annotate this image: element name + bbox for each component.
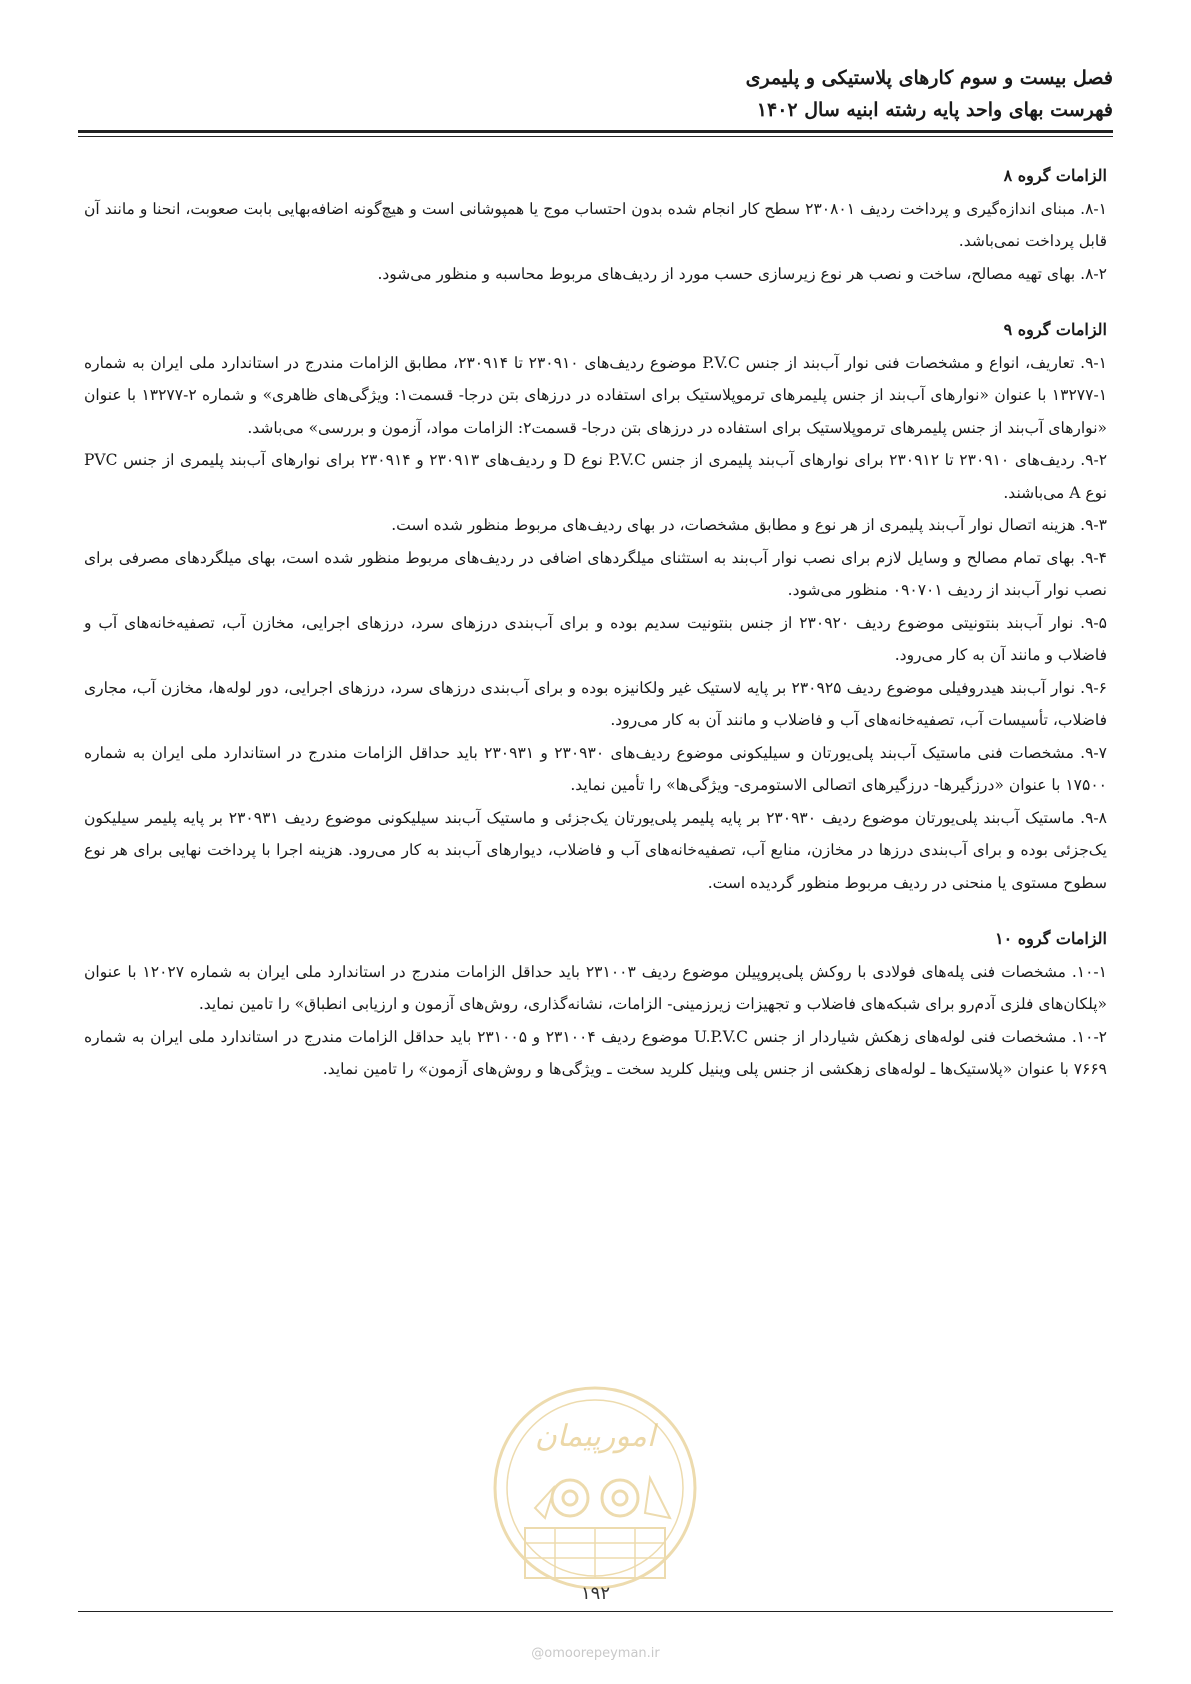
section-group-8 (84, 160, 1107, 290)
header-rule-thick (78, 130, 1113, 133)
seal-text: امورپیمان (534, 1419, 656, 1454)
clause-9-8: ۹-۸. ماستیک آب‌بند پلی‌یورتان موضوع ردیف ۲۳۰۹۳۰ بر پایه پلیمر پلی‌یورتان یک‌جزئی و ماستیک آب‌بند سیلیکونی موضوع ردیف ۲۳۰۹۳۱ بر پایه پلیمر سیلیکون یک‌جزئی بوده و برای آب‌بندی درزها در مخازن، منابع آب، تصفیه‌خانه‌های آب و فاضلاب، دیوارهای آب‌بند به کار می‌رود. هزینه اجرا با پرداخت نهایی برای هر نوع سطوح مستوی یا منحنی در ردیف مربوط منظور گردیده است. (84, 808, 1107, 892)
main-content (84, 160, 1107, 1110)
chapter-title: فصل بیست و سوم کارهای پلاستیکی و پلیمری (745, 67, 1113, 89)
section-title: الزامات گروه ۸ (1003, 166, 1107, 185)
seal-logo-icon (485, 1378, 705, 1608)
clause-9-3: ۹-۳. هزینه اتصال نوار آب‌بند پلیمری از هر نوع و مطابق مشخصات، در بهای ردیف‌های مربوط منظور شده است. (391, 516, 1107, 534)
clause-8-1: ۸-۱. مبنای اندازه‌گیری و پرداخت ردیف ۲۳۰۸۰۱ سطح کار انجام شده بدون احتساب موج یا همپوشانی است و هیچ‌گونه اضافه‌بهایی بابت صعوبت، انحنا و مانند آن قابل پرداخت نمی‌باشد. (84, 199, 1107, 250)
clause-9-1: ۹-۱. تعاریف، انواع و مشخصات فنی نوار آب‌بند از جنس P.V.C موضوع ردیف‌های ۲۳۰۹۱۰ تا ۲۳۰۹۱۴، مطابق الزامات مندرج در استاندارد ملی ایران به شماره ۱-۱۳۲۷۷ با عنوان «نوارهای آب‌بند از جنس پلیمرهای ترموپلاستیک برای استفاده در درزهای بتن درجا- قسمت۱: ویژگی‌های ظاهری» و شماره ۲-۱۳۲۷۷ با عنوان «نوارهای آب‌بند از جنس پلیمرهای ترموپلاستیک برای استفاده در درزهای بتن درجا- قسمت۲: الزامات مواد، آزمون و بررسی» می‌باشد. (84, 353, 1108, 437)
clause-9-4: ۹-۴. بهای تمام مصالح و وسایل لازم برای نصب نوار آب‌بند به استثنای میلگردهای اضافی در ردیف‌های مربوط منظور شده است، بهای میلگردهای مصرفی برای نصب نوار آب‌بند از ردیف ۰۹۰۷۰۱ منظور می‌شود. (84, 548, 1107, 599)
clause-10-1: ۱۰-۱. مشخصات فنی پله‌های فولادی با روکش پلی‌پروپیلن موضوع ردیف ۲۳۱۰۰۳ باید حداقل الزامات مندرج در استاندارد ملی ایران به شماره ۱۲۰۲۷ با عنوان «پلکان‌های فلزی آدم‌رو برای شبکه‌های فاضلاب و تجهیزات زیرزمینی- الزامات، نشانه‌گذاری، روش‌های آزمون و ارزیابی انطباق» را تامین نماید. (84, 962, 1107, 1013)
section-title: الزامات گروه ۹ (1003, 320, 1107, 339)
page-number: ۱۹۲ (580, 1583, 610, 1604)
list-title: فهرست بهای واحد پایه رشته ابنیه سال ۱۴۰۲ (756, 99, 1113, 121)
clause-9-6: ۹-۶. نوار آب‌بند هیدروفیلی موضوع ردیف ۲۳۰۹۲۵ بر پایه لاستیک غیر ولکانیزه بوده و برای آب‌بندی درزهای سرد، درزهای اجرایی، دور لوله‌ها، مخازن آب، مجاری فاضلاب، تأسیسات آب، تصفیه‌خانه‌های آب و فاضلاب و مانند آن به کار می‌رود. (84, 678, 1107, 729)
clause-10-2: ۱۰-۲. مشخصات فنی لوله‌های زهکش شیاردار از جنس U.P.V.C موضوع ردیف ۲۳۱۰۰۴ و ۲۳۱۰۰۵ باید حداقل الزامات مندرج در استاندارد ملی ایران به شماره ۷۶۶۹ با عنوان «پلاستیک‌ها ـ لوله‌های زهکشی از جنس پلی وینیل کلرید سخت ـ ویژگی‌ها و روش‌های آزمون» را تامین نماید. (84, 1027, 1108, 1078)
clause-9-2: ۹-۲. ردیف‌های ۲۳۰۹۱۰ تا ۲۳۰۹۱۲ برای نوارهای آب‌بند پلیمری از جنس P.V.C نوع D و ردیف‌های ۲۳۰۹۱۳ و ۲۳۰۹۱۴ برای نوارهای آب‌بند پلیمری از جنس PVC نوع A می‌باشند. (84, 451, 1108, 502)
watermark-text: @omoorepeyman.ir (531, 1646, 660, 1661)
section-group-10 (84, 923, 1107, 1086)
clause-8-2: ۸-۲. بهای تهیه مصالح، ساخت و نصب هر نوع زیرسازی حسب مورد از ردیف‌های مربوط محاسبه و منظور می‌شود. (377, 264, 1107, 283)
clause-9-5: ۹-۵. نوار آب‌بند بنتونیتی موضوع ردیف ۲۳۰۹۲۰ از جنس بنتونیت سدیم بوده و برای آب‌بندی درزهای سرد، درزهای اجرایی، مخازن آب، تصفیه‌خانه‌های آب و فاضلاب و مانند آن به کار می‌رود. (84, 613, 1107, 664)
clause-9-7: ۹-۷. مشخصات فنی ماستیک آب‌بند پلی‌یورتان و سیلیکونی موضوع ردیف‌های ۲۳۰۹۳۰ و ۲۳۰۹۳۱ باید حداقل الزامات مندرج در استاندارد ملی ایران به شماره ۱۷۵۰۰ با عنوان «درزگیرها- درزگیرهای اتصالی الاستومری- ویژگی‌ها» را تأمین نماید. (84, 743, 1107, 794)
section-title: الزامات گروه ۱۰ (995, 929, 1107, 948)
footer-rule (78, 1611, 1113, 1612)
page-header (78, 62, 1113, 126)
header-rule-thin (78, 136, 1113, 137)
section-group-9 (84, 314, 1107, 899)
